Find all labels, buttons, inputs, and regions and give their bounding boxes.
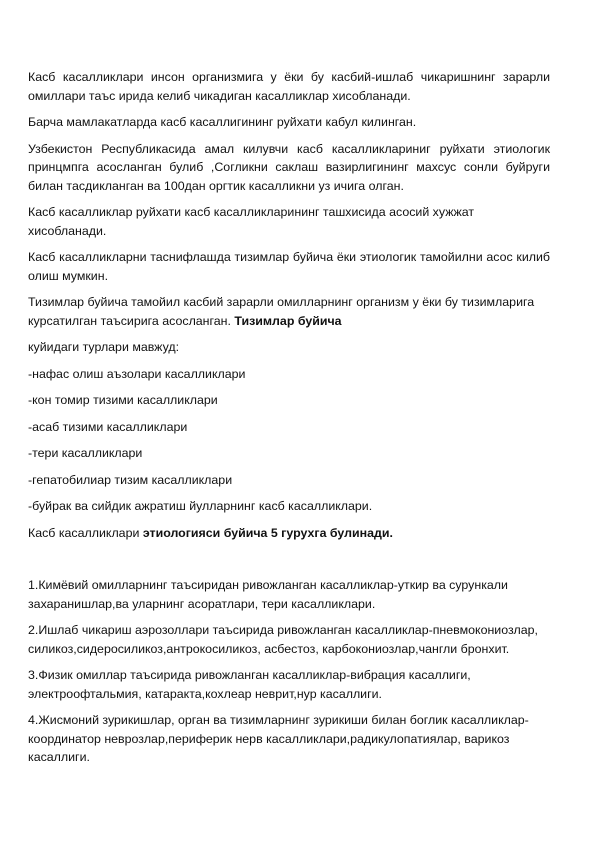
- etiology-text: Касб касалликлари: [28, 525, 140, 540]
- group-item: 3.Физик омиллар таъсирида ривожланган касалликлар-вибрация касаллиги, электроофтальмия, катаракта,кохлеар неврит,нур касаллиги.: [28, 668, 471, 701]
- paragraph-uzbekistan: Узбекистон Республикасида амал килувчи касб касалликлариниг руйхати этиологик принцмпга асосланган булиб ,Согликни саклаш вазирлигининг махсус сонли буйруги билан тасдикланган ва 100дан оргтик касалликни уз ичига олган.: [28, 141, 550, 193]
- list-item: -гепатобилиар тизим касалликлари: [28, 472, 233, 487]
- systems-principle-text: Тизимлар буйича тамойил касбий зарарли омилларнинг организм у ёки бу тизимларига курсатилган таъсирига асосланган.: [28, 295, 535, 328]
- list-item: -асаб тизими касалликлари: [28, 419, 188, 434]
- paragraph-classification: Касб касалликларни таснифлашда тизимлар буйича ёки этиологик тамойилни асос килиб олиш мумкин.: [28, 250, 550, 283]
- systems-principle-bold: Тизимлар буйича: [234, 313, 342, 328]
- paragraph-list-adoption: Барча мамлакатларда касб касаллигининг руйхати кабул килинган.: [28, 115, 417, 129]
- spacer: [28, 550, 550, 576]
- list-item: -кон томир тизими касалликлари: [28, 393, 218, 407]
- group-item: 4.Жисмоний зурикишлар, орган ва тизимларнинг зурикиши билан боглик касалликлар-координатор неврозлар,периферик нерв касалликлари,радикулопатиялар, варикоз касаллиги.: [28, 713, 529, 764]
- list-item: -тери касалликлари: [28, 446, 143, 460]
- list-item: -буйрак ва сийдик ажратиш йулларнинг касб касалликлари.: [28, 499, 373, 513]
- list-item: -нафас олиш аъзолари касалликлари: [28, 366, 246, 381]
- group-item: 1.Кимёвий омилларнинг таъсиридан ривожланган касалликлар-уткир ва сурункали захаранишлар,ва уларнинг асоратлари, тери касалликлари.: [28, 578, 508, 611]
- paragraph-types-intro: куйидаги турлари мавжуд:: [28, 340, 180, 354]
- paragraph-intro: Касб касалликлари инсон организмига у ёки бу касбий-ишлаб чикаришнинг зарарли омиллари таъс ирида келиб чикадиган касалликлар хисобланади.: [28, 70, 550, 103]
- paragraph-etiology: [28, 524, 550, 543]
- group-item: 2.Ишлаб чикариш аэрозоллари таъсирида ривожланган касалликлар-пневмокониозлар, силикоз,сидеросиликоз,антрокосиликоз, асбестоз, карбокониозлар,чангли бронхит.: [28, 623, 538, 656]
- paragraph-systems-principle: [28, 293, 550, 330]
- paragraph-main-document: Касб касалликлар руйхати касб касалликларининг ташхисида асосий хужжат хисобланади.: [28, 205, 475, 238]
- etiology-bold: этиологияси буйича 5 гурухга булинади.: [142, 525, 393, 540]
